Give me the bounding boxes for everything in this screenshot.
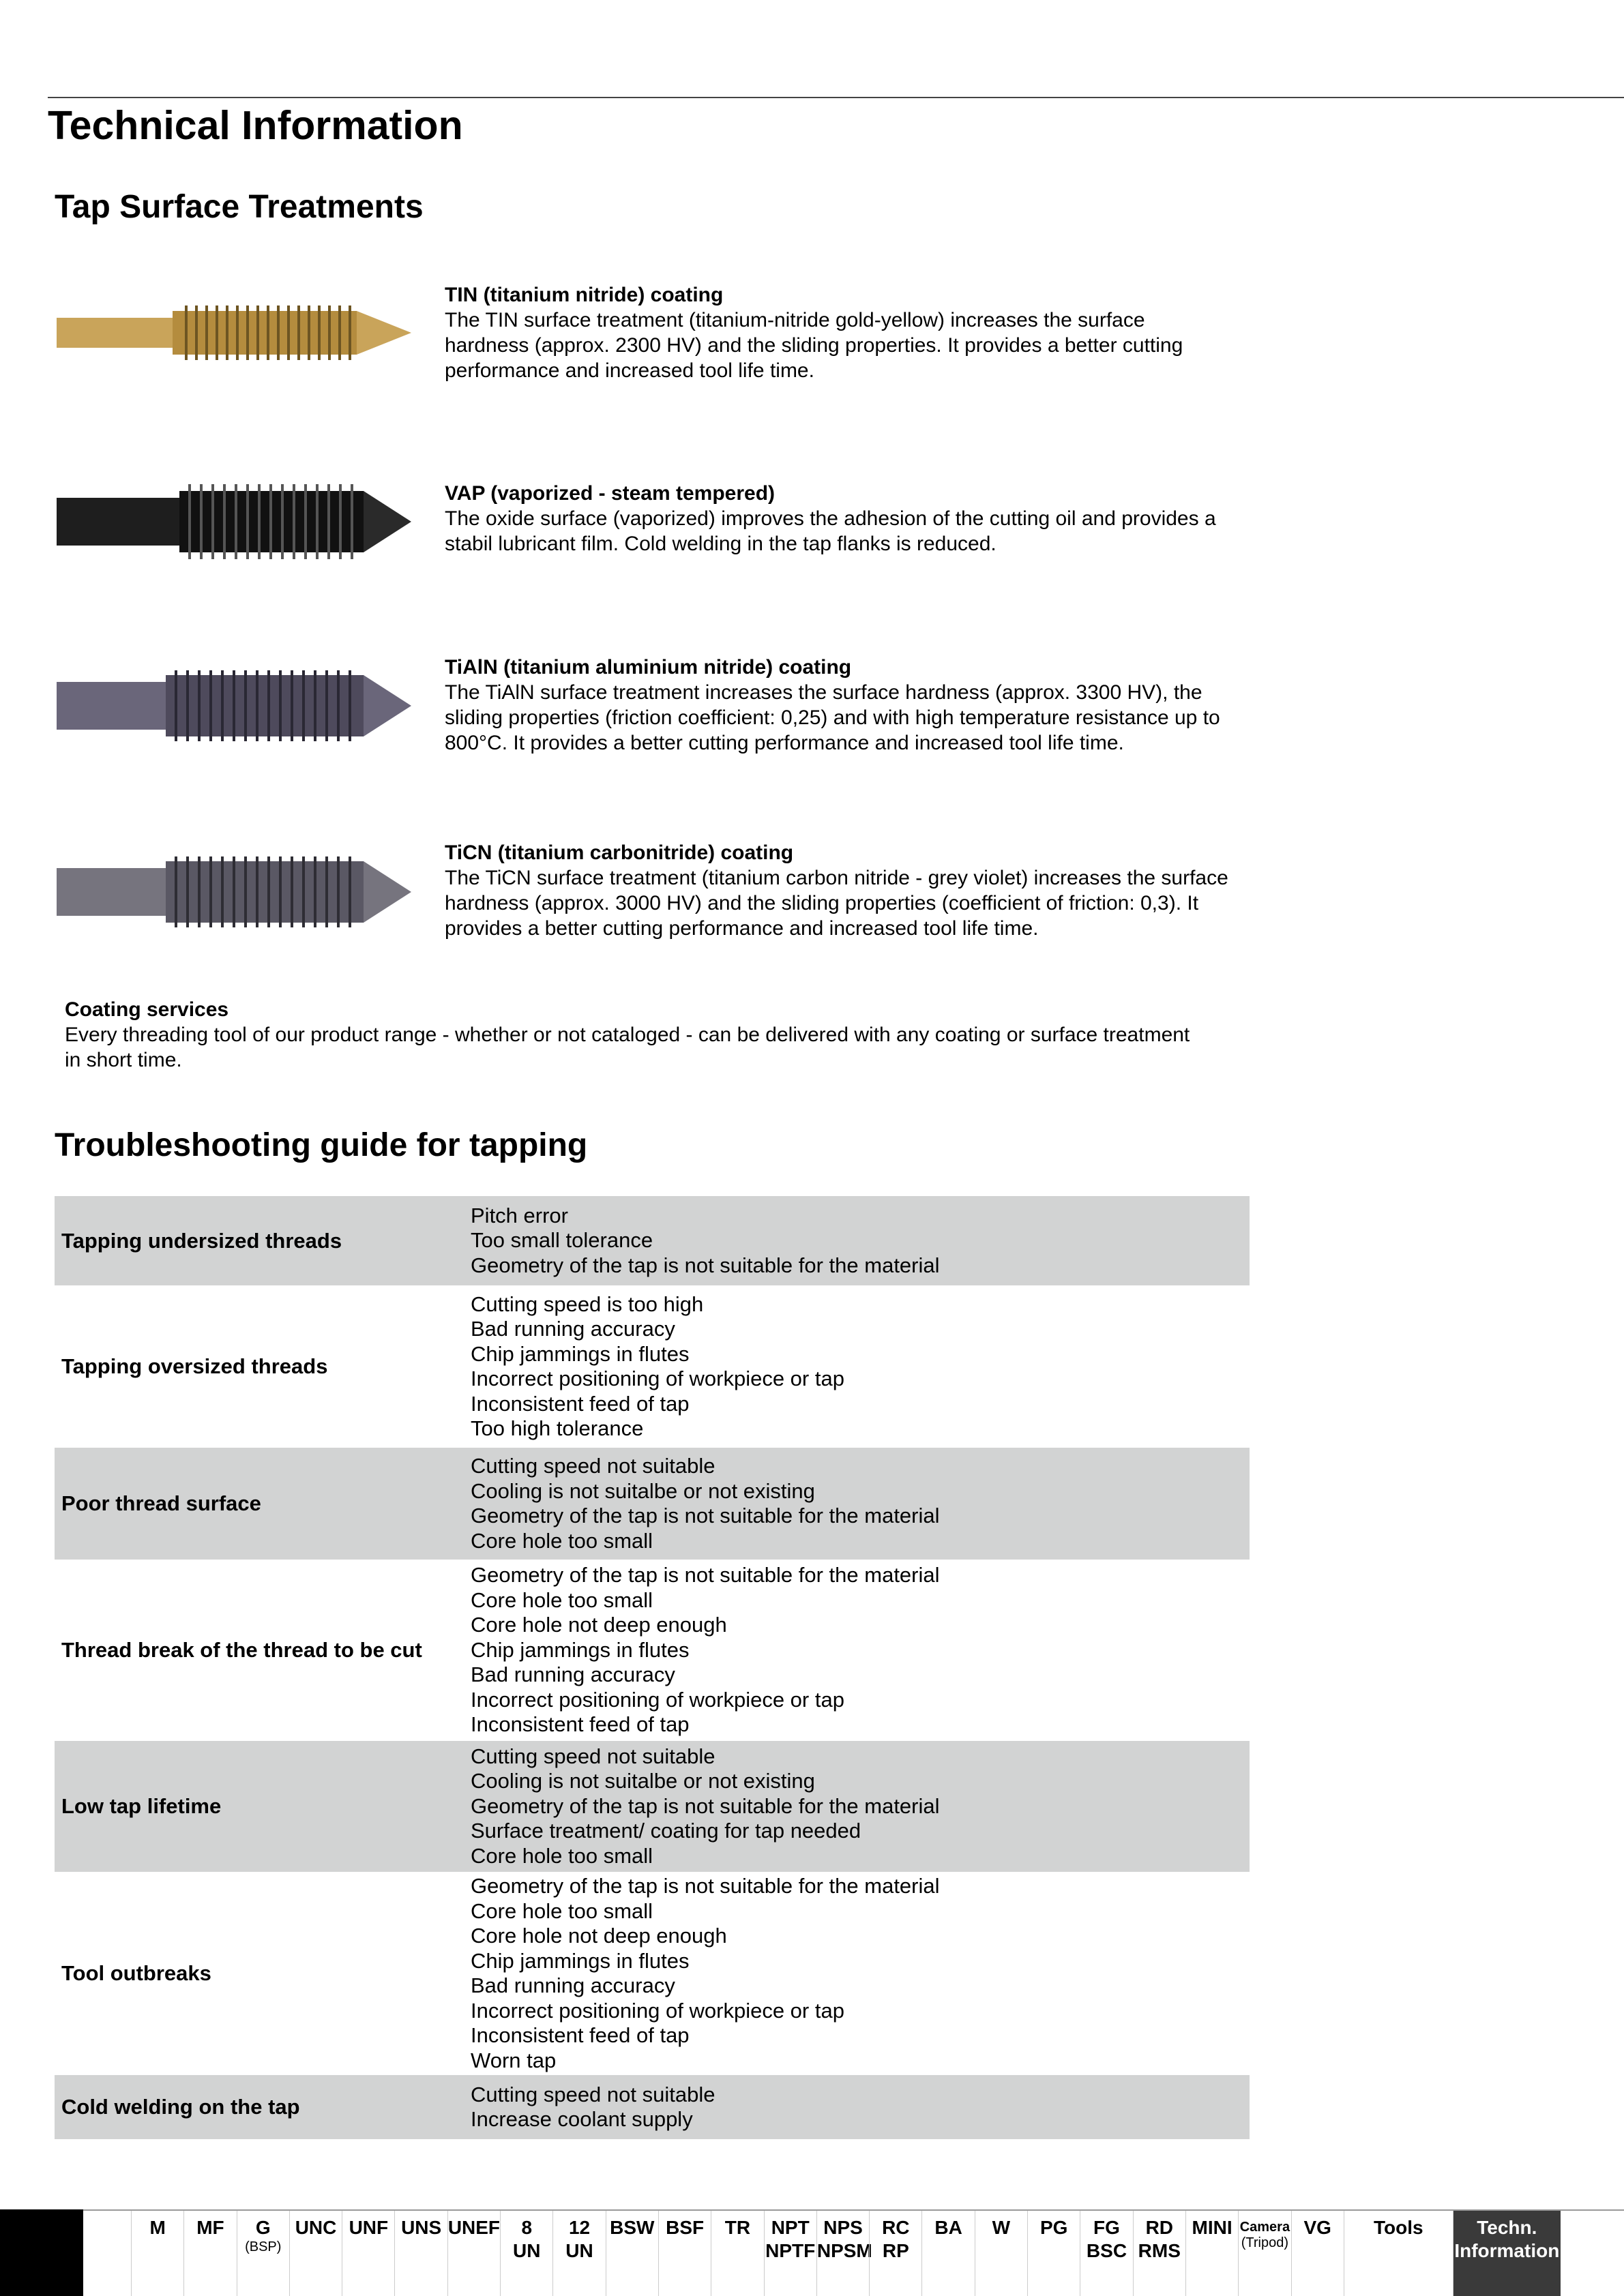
header-rule [48,97,1624,98]
tab-label: VG [1303,2217,1331,2238]
tab-nps[interactable] [816,2211,872,2296]
cause-item: Geometry of the tap is not suitable for the material [471,1563,940,1587]
cause-item: Geometry of the tap is not suitable for the material [471,1793,940,1818]
tap-image-ticn [57,844,411,940]
tab-npt[interactable] [764,2211,816,2296]
table-row [55,2075,1250,2139]
tab-label: TR [724,2217,751,2238]
cause-item: Inconsistent feed of tap [471,1391,690,1416]
tab-m[interactable] [131,2211,183,2296]
treatment-description: The TiAlN surface treatment increases the surface hardness (approx. 3300 HV), the sliding properties (friction coefficient: 0,25) and with high temperature resistance up to 800°C. It provides a better cutting performance and increased tool life time. [445,681,1220,754]
table-row [55,1560,1250,1741]
cause-item: Core hole too small [471,1528,653,1553]
tab-label: BSF [666,2217,705,2238]
cause-item: Bad running accuracy [471,1663,675,1687]
tab-label: RP [882,2240,909,2261]
thread-type-nav [131,2211,1561,2296]
tab-label: UNC [295,2217,337,2238]
cause-item: Inconsistent feed of tap [471,1712,690,1737]
cause-list [471,1871,1250,2076]
tab-camera[interactable] [1238,2211,1290,2296]
tab-label: NPSM [816,2240,872,2261]
troubleshooting-table [55,1196,1250,2139]
tab-label: NPTF [765,2240,816,2261]
cause-item: Core hole too small [471,1587,653,1612]
table-row [55,1285,1250,1448]
problem-label: Tapping oversized threads [61,1354,328,1378]
cause-item: Geometry of the tap is not suitable for the material [471,1504,940,1527]
table-row [55,1448,1250,1560]
problem-label: Tapping undersized threads [61,1228,342,1253]
tab-label: PG [1039,2217,1068,2238]
tab-label: BSW [610,2217,655,2238]
treatment-vap [445,481,1229,556]
problem-label: Low tap lifetime [61,1794,222,1818]
tab-label: Camera [1239,2220,1290,2235]
tab-label: UN [565,2240,593,2261]
tap-image-tin [57,285,411,381]
treatment-title: TIN (titanium nitride) coating [445,284,724,306]
treatment-description: The oxide surface (vaporized) improves the adhesion of the cutting oil and provides a stabil lubricant film. Cold welding in the tap flanks is reduced. [445,507,1216,555]
cause-item: Core hole not deep enough [471,1613,727,1637]
tab-unc[interactable] [289,2211,342,2296]
tab-rd[interactable] [1133,2211,1185,2296]
coating-services-text: Every threading tool of our product range - whether or not cataloged - can be delivered with any coating or surface treatment in short time. [65,1024,1190,1071]
tab-pg[interactable] [1027,2211,1080,2296]
footer-marker [0,2209,83,2296]
tab-vg[interactable] [1291,2211,1344,2296]
tab-label: RD [1145,2217,1174,2238]
tab-ba[interactable] [921,2211,974,2296]
cause-item: Incorrect positioning of workpiece or tap [471,1687,844,1712]
cause-item: Chip jammings in flutes [471,1637,690,1662]
tab-mf[interactable] [183,2211,236,2296]
tab-label: MINI [1192,2217,1232,2238]
tab-label: UNEF [447,2217,501,2238]
cause-item: Cutting speed not suitable [471,1454,715,1478]
treatment-ticn [445,840,1229,941]
tab-unf[interactable] [342,2211,394,2296]
tab-label: Information [1454,2240,1560,2261]
tab-mini[interactable] [1185,2211,1238,2296]
cause-item: Too small tolerance [471,1228,653,1253]
cause-item: Chip jammings in flutes [471,1341,690,1366]
cause-list [471,1289,1250,1444]
tab-label: 8 [521,2217,533,2238]
tab-12un[interactable] [552,2211,605,2296]
cause-item: Inconsistent feed of tap [471,2023,690,2047]
cause-item: Worn tap [471,2048,557,2072]
cause-list [471,2080,1250,2135]
cause-item: Incorrect positioning of workpiece or tap [471,1998,844,2023]
tab-techn-information[interactable] [1453,2211,1561,2296]
tap-image-tialn [57,658,411,754]
tab-w[interactable] [975,2211,1027,2296]
treatment-description: The TIN surface treatment (titanium-nitride gold-yellow) increases the surface hardness (approx. 2300 HV) and the sliding properties. It provides a better cutting performance and increased tool life time. [445,309,1183,382]
tab-label: Tools [1374,2217,1423,2238]
tab-label: BSC [1086,2240,1127,2261]
cause-item: Bad running accuracy [471,1317,675,1341]
cause-list [471,1742,1250,1872]
cause-item: Pitch error [471,1203,568,1227]
coating-services-title: Coating services [65,998,229,1021]
tab-bsf[interactable] [658,2211,711,2296]
cause-item: Too high tolerance [471,1416,644,1440]
tab-sublabel: (Tripod) [1241,2235,1289,2250]
tab-rc[interactable] [869,2211,921,2296]
treatment-title: TiAlN (titanium aluminium nitride) coating [445,656,852,679]
cause-item: Core hole too small [471,1843,653,1868]
cause-item: Chip jammings in flutes [471,1948,690,1973]
tab-label: NPT [771,2217,810,2238]
section-title-troubleshooting: Troubleshooting guide for tapping [55,1127,588,1163]
treatment-description: The TiCN surface treatment (titanium carbon nitride - grey violet) increases the surface hardness (approx. 3000 HV) and the sliding properties (coefficient of friction: 0,3). It provides a better cutting performance and increased tool life time. [445,867,1228,940]
cause-item: Geometry of the tap is not suitable for the material [471,1253,940,1277]
tab-tr[interactable] [711,2211,763,2296]
tab-label: W [992,2217,1011,2238]
cause-item: Cooling is not suitalbe or not existing [471,1769,815,1793]
cause-item: Surface treatment/ coating for tap needed [471,1819,861,1843]
problem-label: Cold welding on the tap [61,2095,300,2119]
cause-list [471,1451,1250,1556]
page-title: Technical Information [48,103,463,148]
table-row [55,1196,1250,1285]
treatment-tialn [445,655,1229,756]
cause-item: Incorrect positioning of workpiece or tap [471,1367,844,1390]
tab-8un[interactable] [500,2211,552,2296]
treatment-title: VAP (vaporized - steam tempered) [445,482,776,505]
tab-label: UNS [401,2217,442,2238]
problem-label: Poor thread surface [61,1491,261,1515]
tap-image-vap [57,471,411,566]
section-title-surface: Tap Surface Treatments [55,189,424,225]
tab-sublabel: (BSP) [245,2239,282,2254]
tab-tools[interactable] [1344,2211,1453,2296]
tab-label: Techn. [1477,2217,1537,2238]
tab-label: BA [934,2217,962,2238]
cause-item: Core hole not deep enough [471,1924,727,1948]
cause-item: Cutting speed not suitable [471,2082,715,2106]
tab-fg[interactable] [1080,2211,1132,2296]
tab-label: RC [882,2217,910,2238]
treatment-tin [445,282,1229,383]
tab-label: RMS [1138,2240,1181,2261]
cause-item: Geometry of the tap is not suitable for the material [471,1874,940,1898]
cause-item: Cutting speed is too high [471,1292,704,1316]
tab-label: NPS [823,2217,863,2238]
treatment-title: TiCN (titanium carbonitride) coating [445,841,794,864]
cause-item: Bad running accuracy [471,1973,675,1997]
tab-bsw[interactable] [606,2211,658,2296]
tab-label: 12 [568,2217,591,2238]
table-row [55,1741,1250,1872]
problem-label: Tool outbreaks [61,1961,211,1985]
problem-label: Thread break of the thread to be cut [61,1638,422,1662]
tab-label: G [255,2217,271,2238]
coating-services [65,997,1190,1073]
cause-item: Cooling is not suitalbe or not existing [471,1478,815,1503]
tab-uns[interactable] [394,2211,447,2296]
cause-item: Core hole too small [471,1898,653,1923]
tab-label: MF [196,2217,224,2238]
cause-list [471,1201,1250,1281]
cause-item: Increase coolant supply [471,2107,693,2131]
tab-label: UN [513,2240,541,2261]
table-row [55,1872,1250,2075]
tab-g[interactable] [237,2211,289,2296]
tab-label: UNF [349,2217,389,2238]
tab-label: FG [1093,2217,1120,2238]
tab-label: M [149,2217,166,2238]
tab-unef[interactable] [447,2211,500,2296]
cause-item: Cutting speed not suitable [471,1744,715,1768]
cause-list [471,1560,1250,1740]
